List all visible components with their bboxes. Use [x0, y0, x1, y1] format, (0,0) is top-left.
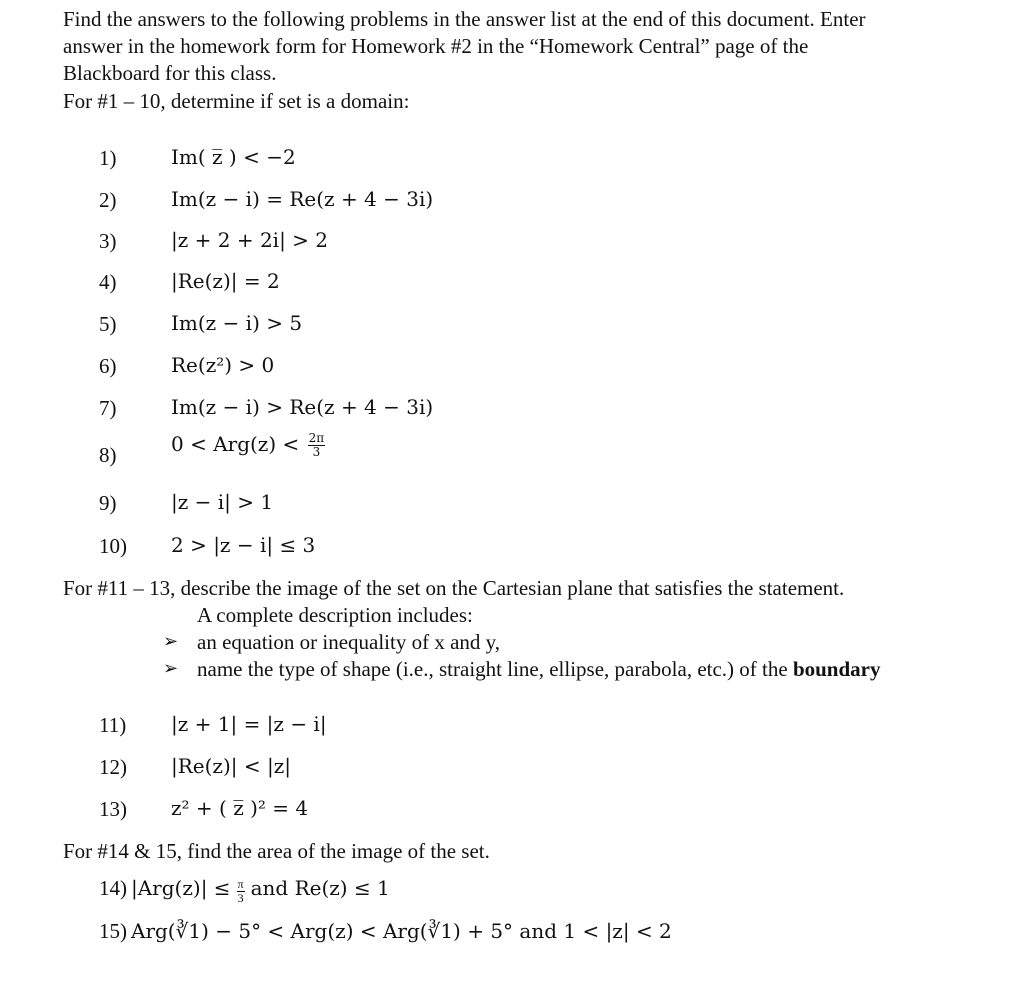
- problem-number: 10): [99, 534, 127, 558]
- problem-expression: |z + 1| = |z − i|: [171, 712, 327, 736]
- fraction-denominator: 3: [237, 890, 244, 905]
- problem-expression: |z + 2 + 2i| > 2: [171, 228, 329, 252]
- arrow-bullet-icon: ➢: [163, 658, 179, 678]
- intro-line-3: Blackboard for this class.: [63, 61, 277, 85]
- problem-number: 12): [99, 755, 127, 779]
- problem-expression: Re(z²) > 0: [171, 353, 275, 377]
- intro-line-4: For #1 – 10, determine if set is a domain:: [63, 89, 410, 113]
- bullet-bold-text: boundary: [792, 657, 881, 681]
- problem-expression: 2 > |z − i| ≤ 3: [171, 533, 316, 557]
- fraction-numerator: 2π: [308, 431, 325, 445]
- problem-expression: |Arg(z)| ≤: [131, 876, 231, 900]
- problem-expression: Im( z̅ ) < −2: [171, 145, 296, 169]
- section-heading: For #14 & 15, find the area of the image of the set.: [63, 839, 490, 863]
- bullet-text: name the type of shape (i.e., straight line, ellipse, parabola, etc.) of the: [197, 657, 793, 681]
- problem-expression: Im(z − i) > Re(z + 4 − 3i): [171, 395, 434, 419]
- problem-expression: and Re(z) ≤ 1: [250, 876, 390, 900]
- problem-number: 4): [99, 270, 117, 294]
- problem-number: 15): [99, 919, 127, 943]
- problem-number: 11): [99, 713, 127, 737]
- problem-number: 3): [99, 229, 117, 253]
- section-subheading: A complete description includes:: [197, 603, 473, 627]
- problem-number: 9): [99, 491, 117, 515]
- fraction: [237, 878, 245, 905]
- problem-expression: Arg(∛1) − 5° < Arg(z) < Arg(∛1) + 5° and 1 < |z| < 2: [131, 919, 672, 943]
- bullet-item: an equation or inequality of x and y,: [197, 630, 501, 654]
- problem-number: 8): [99, 443, 117, 467]
- problem-number: 13): [99, 797, 127, 821]
- fraction: [308, 432, 326, 459]
- problem-number: 7): [99, 396, 117, 420]
- bullet-item: [197, 656, 881, 683]
- problem-expression: [171, 432, 327, 459]
- problem-number: 5): [99, 312, 117, 336]
- problem-number: 1): [99, 146, 117, 170]
- problem-expression: z² + ( z̅ )² = 4: [171, 796, 309, 820]
- problem-expression: Im(z − i) > 5: [171, 311, 303, 335]
- intro-line-1: Find the answers to the following problems in the answer list at the end of this document. Enter: [63, 7, 866, 31]
- problem-expression: Im(z − i) = Re(z + 4 − 3i): [171, 187, 434, 211]
- intro-line-2: answer in the homework form for Homework #2 in the “Homework Central” page of the: [63, 34, 809, 58]
- fraction-numerator: π: [237, 876, 244, 891]
- problem-14: [99, 876, 390, 905]
- problem-expression: |Re(z)| = 2: [171, 269, 280, 293]
- problem-expression: |z − i| > 1: [171, 490, 274, 514]
- problem-15: [99, 919, 672, 944]
- problem-number: 2): [99, 188, 117, 212]
- problem-number: 14): [99, 876, 127, 900]
- section-heading: For #11 – 13, describe the image of the set on the Cartesian plane that satisfies the statement.: [63, 576, 845, 600]
- problem-expression: |Re(z)| < |z|: [171, 754, 291, 778]
- arrow-bullet-icon: ➢: [163, 631, 179, 651]
- problem-number: 6): [99, 354, 117, 378]
- fraction-denominator: 3: [312, 445, 321, 459]
- expression-text: 0 < Arg(z) <: [171, 432, 300, 456]
